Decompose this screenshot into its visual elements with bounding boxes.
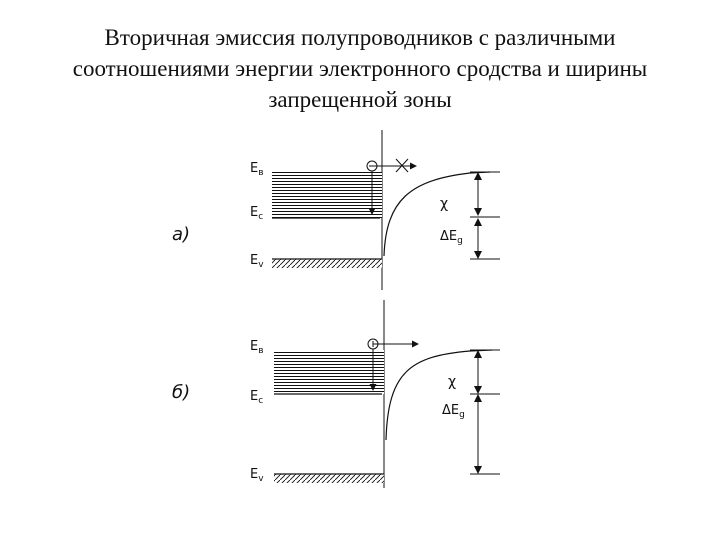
panel-a-dEg-label: $\Delta E_g$ — [440, 229, 463, 246]
panel-a-ec-label: $E_c$ — [250, 205, 264, 222]
panel-a-eb-label: $E_в$ — [250, 161, 264, 178]
panel-a-chi-label: χ — [440, 196, 449, 212]
title-line-3: запрещенной зоны — [268, 87, 452, 112]
panel-b-valence-hatch — [274, 474, 384, 483]
panel-b-eb-label: $E_в$ — [250, 339, 264, 356]
panel-a-tag: а) — [172, 224, 191, 245]
title-line-1: Вторичная эмиссия полупроводников с различными — [104, 25, 616, 50]
panel-a — [172, 130, 500, 290]
panel-b-ev-label: $E_v$ — [250, 467, 264, 484]
panel-b-ec-label: $E_c$ — [250, 389, 264, 406]
panel-b — [172, 300, 500, 488]
title-line-2: соотношениями энергии электронного сродства и ширины — [72, 56, 648, 81]
panel-b-conduction-fill — [274, 350, 384, 394]
panel-b-dEg-label: $\Delta E_g$ — [442, 403, 465, 420]
panel-a-conduction-fill — [272, 172, 382, 218]
panel-b-chi-label: χ — [448, 374, 457, 390]
panel-a-vacuum-curve — [384, 172, 490, 256]
panel-a-ev-label: $E_v$ — [250, 253, 264, 270]
panel-b-vacuum-curve — [386, 350, 492, 440]
panel-b-tag: б) — [172, 382, 191, 403]
panel-a-valence-hatch — [272, 259, 382, 268]
